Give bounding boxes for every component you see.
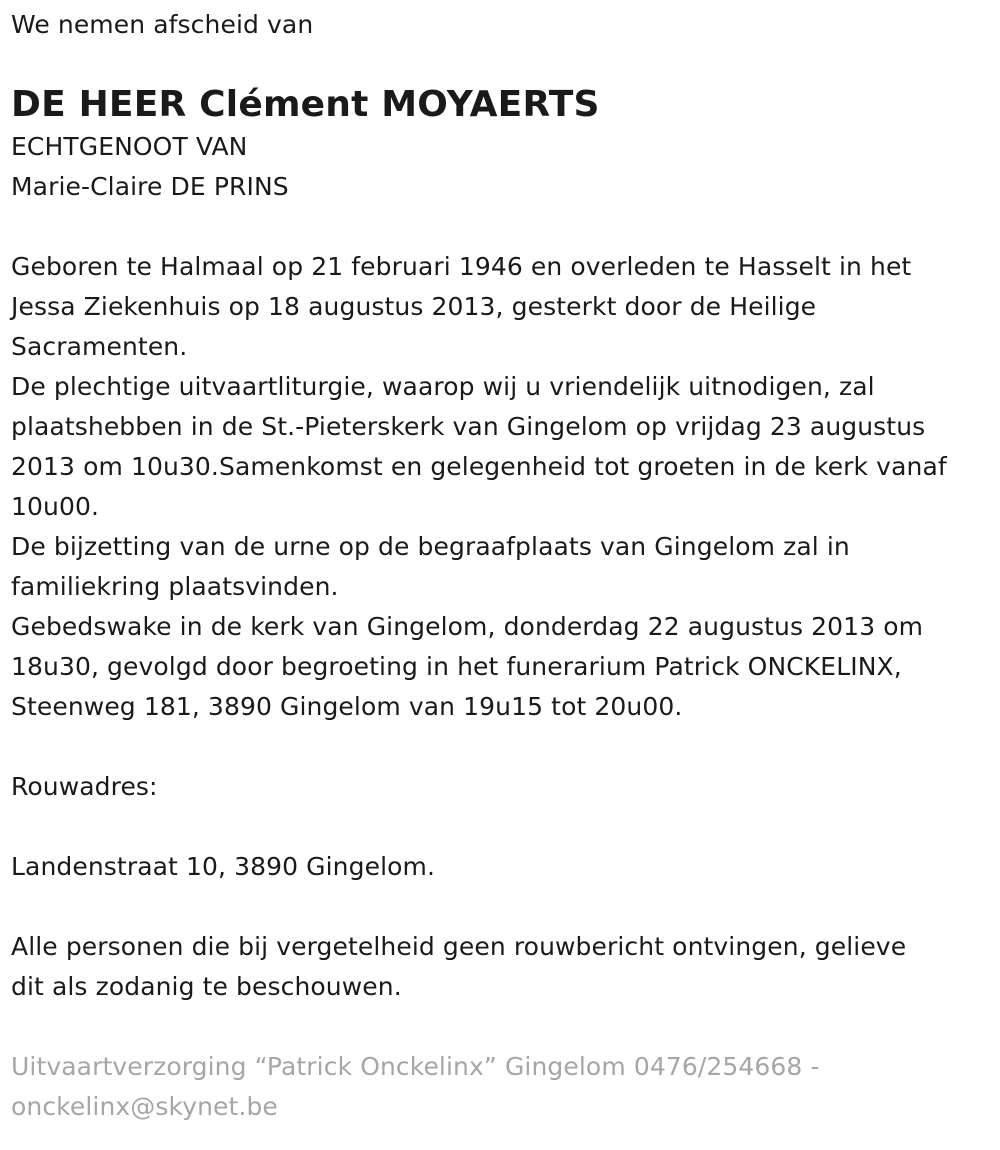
notice-line: Alle personen die bij vergetelheid geen rouwbericht ontvingen, gelieve: [11, 932, 907, 961]
body-line: Sacramenten.: [11, 332, 188, 361]
spacer: [11, 207, 996, 247]
notice-text: [11, 927, 996, 1007]
body-line: 2013 om 10u30.Samenkomst en gelegenheid tot groeten in de kerk vanaf: [11, 452, 947, 481]
spacer: [11, 807, 996, 847]
body-line: 10u00.: [11, 492, 100, 521]
body-line: Geboren te Halmaal op 21 februari 1946 en overleden te Hasselt in het: [11, 252, 912, 281]
body-line: Steenweg 181, 3890 Gingelom van 19u15 tot 20u00.: [11, 692, 683, 721]
spacer: [11, 887, 996, 927]
relation-text: ECHTGENOOT VAN: [11, 132, 248, 161]
notice-line: dit als zodanig te beschouwen.: [11, 972, 402, 1001]
footer-line: Uitvaartverzorging “Patrick Onckelinx” Gingelom 0476/254668 -: [11, 1052, 820, 1081]
obituary-document: [11, 5, 996, 1127]
body-line: familiekring plaatsvinden.: [11, 572, 339, 601]
spacer: [11, 1007, 996, 1047]
body-line: Gebedswake in de kerk van Gingelom, donderdag 22 augustus 2013 om: [11, 612, 924, 641]
intro-text: We nemen afscheid van: [11, 10, 314, 39]
obituary-body: [11, 247, 996, 727]
deceased-name: DE HEER Clément MOYAERTS: [11, 84, 600, 125]
footer-email: onckelinx@skynet.be: [11, 1092, 278, 1121]
funeral-home-footer: [11, 1047, 996, 1127]
rouwadres-address: Landenstraat 10, 3890 Gingelom.: [11, 852, 436, 881]
body-line: 18u30, gevolgd door begroeting in het funerarium Patrick ONCKELINX,: [11, 652, 902, 681]
body-line: plaatshebben in de St.-Pieterskerk van Gingelom op vrijdag 23 augustus: [11, 412, 926, 441]
body-line: De plechtige uitvaartliturgie, waarop wij u vriendelijk uitnodigen, zal: [11, 372, 875, 401]
body-line: Jessa Ziekenhuis op 18 augustus 2013, gesterkt door de Heilige: [11, 292, 817, 321]
spacer: [11, 727, 996, 767]
rouwadres-label: Rouwadres:: [11, 772, 158, 801]
body-line: De bijzetting van de urne op de begraafplaats van Gingelom zal in: [11, 532, 850, 561]
spouse-name: Marie-Claire DE PRINS: [11, 172, 289, 201]
